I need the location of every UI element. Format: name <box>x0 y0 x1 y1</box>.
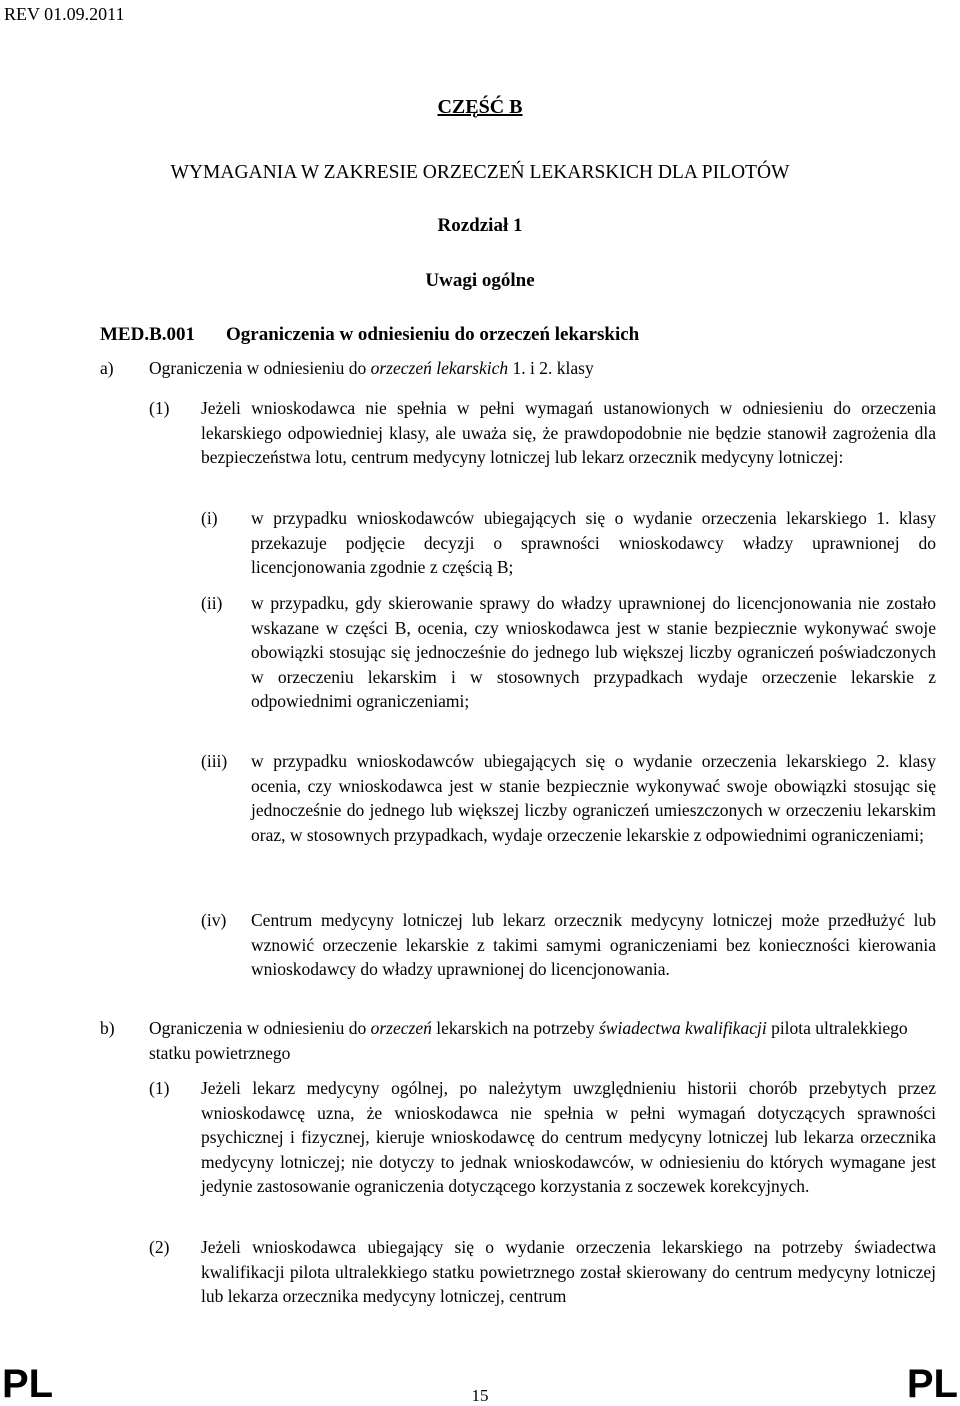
subitem-iv-marker: (iv) <box>201 910 227 930</box>
revision-date: REV 01.09.2011 <box>4 4 125 24</box>
chapter-heading: Rozdział 1 <box>437 215 523 236</box>
point-b-marker: b) <box>100 1018 115 1038</box>
section-code: MED.B.001 <box>100 324 195 345</box>
point-b-heading: Ograniczenia w odniesieniu do orzeczeń lekarskich na potrzeby świadectwa kwalifikacji pilota ultralekkiego statku powietrznego <box>149 1018 908 1063</box>
item-b2-text: Jeżeli wnioskodawca ubiegający się o wydanie orzeczenia lekarskiego na potrzeby świadectwa kwalifikacji pilota ultralekkiego statku powietrznego został skierowany do centrum medycyny lotniczej lub lekarza orzecznika medycyny lotniczej, centrum <box>201 1237 936 1307</box>
subitem-i-text: w przypadku wnioskodawców ubiegających się o wydanie orzeczenia lekarskiego 1. klasy przekazuje podjęcie decyzji o sprawności wnioskodawcy władzy uprawnionej do licencjonowania zgodnie z częścią B; <box>251 508 936 578</box>
point-a-heading: Ograniczenia w odniesieniu do orzeczeń lekarskich 1. i 2. klasy <box>149 358 594 378</box>
footer-language-right: PL <box>906 1362 958 1406</box>
section-title: Ograniczenia w odniesieniu do orzeczeń lekarskich <box>226 324 640 345</box>
subitem-iii-marker: (iii) <box>201 751 228 771</box>
item-a1-marker: (1) <box>149 398 170 418</box>
item-b1-text: Jeżeli lekarz medycyny ogólnej, po należytym uwzględnieniu historii chorób przebytych przez wnioskodawcę uzna, że wnioskodawca nie spełnia w pełni wymagań dotyczących sprawności psychicznej i fizycznej, kieruje wnioskodawcę do centrum medycyny lotniczej lub lekarza orzecznika medycyny lotniczej; nie dotyczy to jednak wnioskodawców, w odniesieniu do których wymagane jest jedynie zastosowanie ograniczenia dotyczącego korzystania z soczewek korekcyjnych. <box>201 1078 936 1197</box>
part-heading: CZĘŚĆ B <box>437 96 523 118</box>
general-notes-heading: Uwagi ogólne <box>425 270 535 291</box>
section-heading <box>100 324 639 346</box>
item-b1-marker: (1) <box>149 1078 170 1098</box>
item-a1-text: Jeżeli wnioskodawca nie spełnia w pełni wymagań ustanowionych w odniesieniu do orzeczenia lekarskiego odpowiedniej klasy, ale uważa się, że prawdopodobnie nie będzie stanowił zagrożenia dla bezpieczeństwa lotu, centrum medycyny lotniczej lub lekarz orzecznik medycyny lotniczej: <box>201 398 936 468</box>
page-number: 15 <box>471 1386 489 1405</box>
point-a-marker: a) <box>100 358 114 378</box>
subitem-iii-text: w przypadku wnioskodawców ubiegających się o wydanie orzeczenia lekarskiego 2. klasy ocenia, czy wnioskodawca jest w stanie bezpiecznie wykonywać swoje obowiązki stosując się jednocześnie do jednego lub większej liczby ograniczeń umieszczonych w orzeczeniu lekarskim oraz, w stosownych przypadkach, wydaje orzeczenie lekarskie z odpowiednimi ograniczeniami; <box>251 751 936 845</box>
requirements-heading: WYMAGANIA W ZAKRESIE ORZECZEŃ LEKARSKICH DLA PILOTÓW <box>170 162 790 183</box>
subitem-iv-text: Centrum medycyny lotniczej lub lekarz orzecznik medycyny lotniczej może przedłużyć lub wznowić orzeczenie lekarskie z takimi samymi ograniczeniami bez konieczności kierowania wnioskodawcy do władzy uprawnionej do licencjonowania. <box>251 910 936 980</box>
subitem-ii-marker: (ii) <box>201 593 223 613</box>
footer-language-left: PL <box>2 1362 54 1406</box>
subitem-ii-text: w przypadku, gdy skierowanie sprawy do władzy uprawnionej do licencjonowania nie zostało wskazane w części B, ocenia, czy wnioskodawca jest w stanie bezpiecznie wykonywać swoje obowiązki stosując się jednocześnie do jednego lub większej liczby ograniczeń poświadczonych w orzeczeniu lekarskim i w stosownych przypadkach wydaje orzeczenie lekarskie z odpowiednimi ograniczeniami; <box>251 593 936 712</box>
subitem-i-marker: (i) <box>201 508 218 528</box>
item-b2-marker: (2) <box>149 1237 170 1257</box>
